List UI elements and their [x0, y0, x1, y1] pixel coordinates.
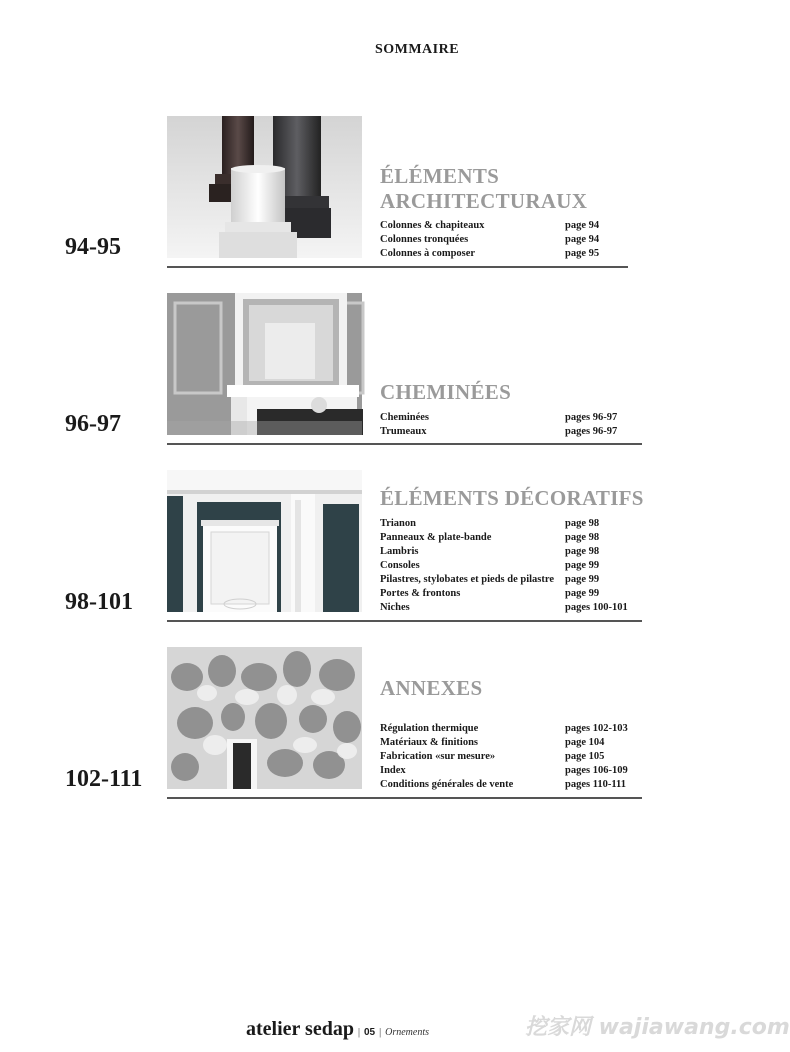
photo-fireplace — [167, 293, 362, 435]
catalogue-name: Ornements — [385, 1027, 429, 1038]
section-title: CHEMINÉES — [380, 380, 512, 404]
photo-columns — [167, 116, 362, 258]
page-footer — [246, 1018, 429, 1041]
section-page-range: 94-95 — [65, 234, 121, 260]
section-page-range: 96-97 — [65, 411, 121, 437]
section-divider — [167, 443, 642, 445]
footer-separator: | — [357, 1027, 360, 1038]
footer-separator: | — [379, 1027, 382, 1038]
section-divider — [167, 266, 628, 268]
photo-mould-workshop — [167, 647, 362, 789]
section-title: ANNEXES — [380, 676, 483, 700]
brand-name: atelier sedap — [246, 1018, 354, 1040]
section-title: ÉLÉMENTS DÉCORATIFS — [380, 486, 644, 510]
watermark: 挖家网 wajiawang.com — [525, 1015, 790, 1040]
section-divider — [167, 620, 642, 622]
page-number: 05 — [363, 1027, 376, 1038]
section-page-range: 102-111 — [65, 766, 143, 792]
section-divider — [167, 797, 642, 799]
photo-panelled-room — [167, 470, 362, 612]
section-page-range: 98-101 — [65, 589, 133, 615]
section-title: ÉLÉMENTS ARCHITECTURAUX — [380, 164, 588, 213]
page-header: SOMMAIRE — [374, 42, 460, 57]
